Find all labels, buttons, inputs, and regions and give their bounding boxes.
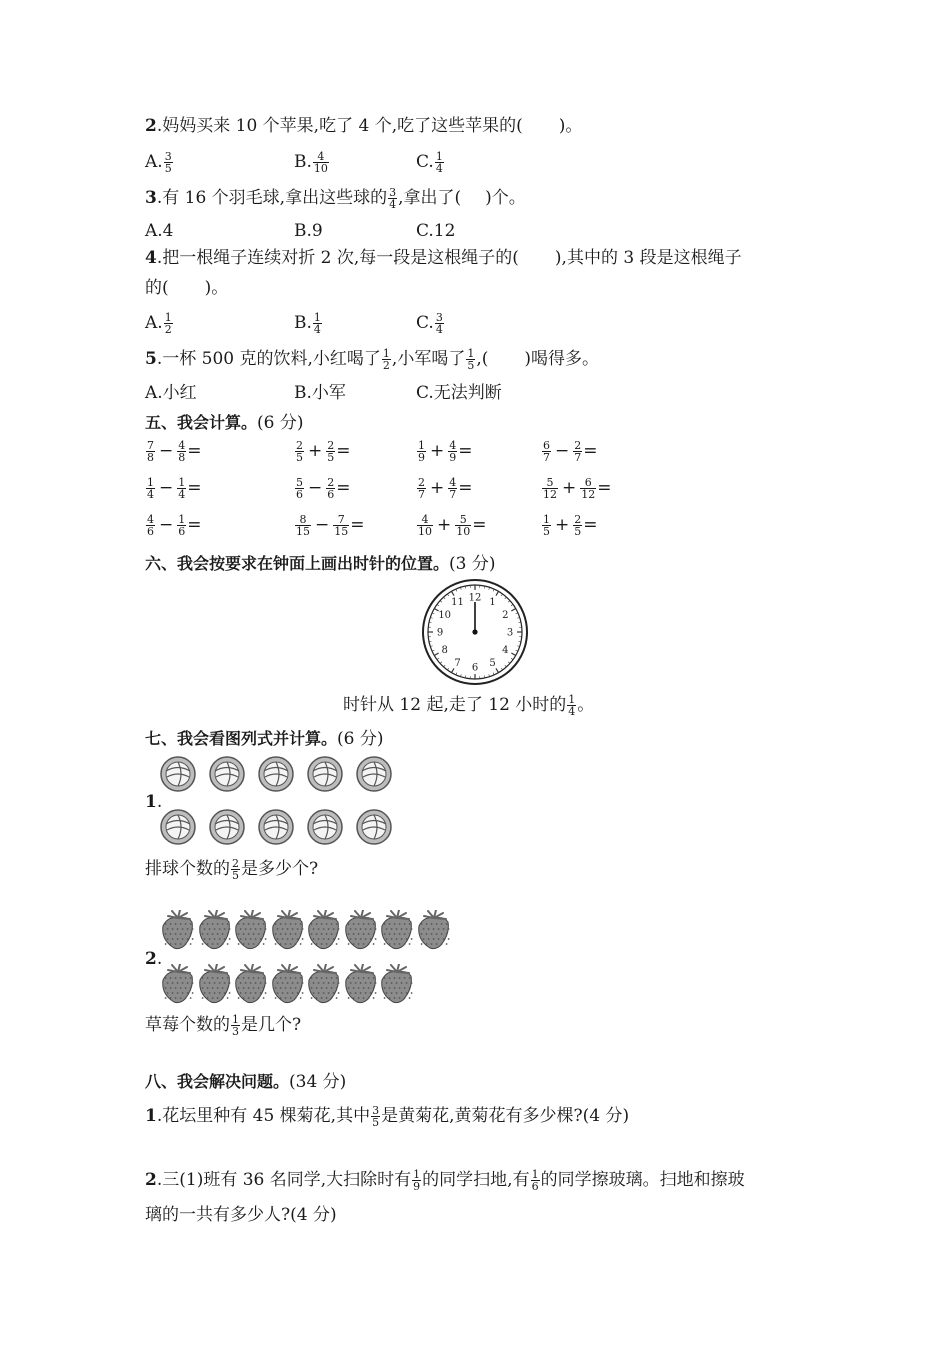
strawberry-icon (158, 964, 196, 1009)
clock-tick (501, 594, 502, 596)
volleyball-icon (159, 808, 197, 851)
strawberry-icon (195, 910, 233, 955)
clock-face[interactable] (420, 577, 530, 687)
clock-tick (444, 597, 446, 599)
problem-1-question: 排球个数的 $\frac{2}{5}$ 是多少个? (145, 857, 319, 882)
clock-tick (447, 594, 448, 596)
clock-number: 11 (451, 597, 464, 609)
calc-expression: $\frac{5}{6}$ − $\frac{2}{6}$ = (296, 476, 351, 501)
clock-number: 6 (471, 662, 479, 674)
problem-2-question: 草莓个数的 $\frac{1}{3}$ 是几个? (145, 1013, 302, 1038)
section-5-heading: 五、我会计算。(6 分) (145, 413, 304, 433)
clock-tick (505, 665, 507, 667)
question-number: 2 (145, 116, 157, 136)
clock-number: 3 (506, 627, 514, 639)
problem-2-number: 2. (145, 949, 163, 969)
calc-expression: $\frac{6}{7}$ − $\frac{2}{7}$ = (543, 439, 598, 464)
strawberry-icon (377, 964, 415, 1009)
clock-tick (452, 668, 455, 672)
volleyball-icon (159, 755, 197, 798)
calc-expression: $\frac{1}{4}$ − $\frac{1}{4}$ = (147, 476, 202, 501)
option-b: B.小军 (294, 383, 346, 403)
section-8-problem-2-line-2: 璃的一共有多少人?(4 分) (145, 1205, 337, 1225)
question-5: 5.一杯 500 克的饮料,小红喝了 $\frac{1}{2}$ ,小军喝了 $\frac{1}{5}$ ,( )喝得多。 (145, 347, 600, 372)
clock-tick (511, 609, 515, 612)
calc-expression: $\frac{4}{10}$ + $\frac{5}{10}$ = (418, 513, 487, 538)
clock-number: 1 (489, 597, 496, 609)
section-8-problem-1: 1.花坛里种有 45 棵菊花,其中 $\frac{3}{5}$ 是黄菊花,黄菊花有多少棵?(4 分) (145, 1104, 630, 1129)
calc-expression: $\frac{5}{12}$ + $\frac{6}{12}$ = (543, 476, 612, 501)
option-b: B. $\frac{4}{10}$ (294, 150, 328, 175)
calc-expression: $\frac{2}{7}$ + $\frac{4}{7}$ = (418, 476, 473, 501)
question-text: .妈妈买来 10 个苹果,吃了 4 个,吃了这些苹果的( (156, 116, 523, 136)
strawberry-icon (341, 910, 379, 955)
clock-tick (447, 668, 448, 670)
clock-tick (440, 601, 442, 603)
section-8-heading: 八、我会解决问题。(34 分) (145, 1072, 347, 1092)
clock-tick (508, 601, 510, 603)
calc-expression: $\frac{2}{5}$ + $\frac{2}{5}$ = (296, 439, 351, 464)
calc-expression: $\frac{1}{5}$ + $\frac{2}{5}$ = (543, 513, 598, 538)
clock-number: 9 (436, 627, 444, 639)
option-c: C. $\frac{3}{4}$ (416, 311, 443, 336)
option-c: C. $\frac{1}{4}$ (416, 150, 443, 175)
clock-tick (440, 662, 442, 664)
volleyball-icon (208, 755, 246, 798)
option-b: B.9 (294, 221, 323, 241)
strawberry-icon (195, 964, 233, 1009)
clock-tick (511, 604, 513, 605)
volleyball-icon (257, 808, 295, 851)
clock-tick (444, 665, 446, 667)
clock-number: 7 (454, 657, 461, 669)
clock-tick (437, 604, 439, 605)
volleyball-icon (355, 808, 393, 851)
clock-center (472, 629, 477, 634)
problem-1-number: 1. (145, 792, 163, 812)
option-a: A.4 (145, 221, 174, 241)
clock-tick (434, 653, 438, 656)
volleyball-icon (306, 755, 344, 798)
strawberry-icon (377, 910, 415, 955)
option-a: A.小红 (145, 383, 197, 403)
clock-number: 8 (441, 645, 448, 656)
clock-tick (452, 591, 455, 595)
section-8-problem-2: 2.三(1)班有 36 名同学,大扫除时有 $\frac{1}{9}$ 的同学扫地,有 $\frac{1}{6}$ 的同学擦玻璃。扫地和擦玻 (145, 1168, 745, 1193)
option-c: C.无法判断 (416, 383, 502, 403)
strawberry-icon (268, 910, 306, 955)
strawberry-icon (341, 964, 379, 1009)
clock-tick (496, 591, 499, 595)
calc-expression: $\frac{7}{8}$ − $\frac{4}{8}$ = (147, 439, 202, 464)
clock-number: 5 (489, 657, 496, 669)
strawberry-icon (231, 910, 269, 955)
volleyball-icon (306, 808, 344, 851)
clock-tick (496, 668, 499, 672)
clock-tick (437, 658, 439, 659)
calc-expression: $\frac{4}{6}$ − $\frac{1}{6}$ = (147, 513, 202, 538)
clock-number: 2 (502, 610, 509, 621)
clock-tick (501, 668, 502, 670)
volleyball-icon (355, 755, 393, 798)
calc-expression: $\frac{1}{9}$ + $\frac{4}{9}$ = (418, 439, 473, 464)
clock-tick (511, 658, 513, 659)
option-a: A. $\frac{1}{2}$ (145, 311, 172, 336)
volleyball-icon (208, 808, 246, 851)
clock-number: 10 (438, 610, 452, 621)
question-4-line-2: 的( )。 (145, 278, 229, 298)
clock-caption: 时针从 12 起,走了 12 小时的 $\frac{1}{4}$ 。 (343, 693, 595, 718)
strawberry-icon (304, 964, 342, 1009)
option-c: C.12 (416, 221, 456, 241)
volleyball-icon (257, 755, 295, 798)
question-2: 2.妈妈买来 10 个苹果,吃了 4 个,吃了这些苹果的( )。 (145, 116, 583, 136)
question-3: 3.有 16 个羽毛球,拿出这些球的 $\frac{3}{4}$ ,拿出了( )个。 (145, 186, 526, 211)
section-7-heading: 七、我会看图列式并计算。(6 分) (145, 729, 384, 749)
option-a: A. $\frac{3}{5}$ (145, 150, 172, 175)
section-6-heading: 六、我会按要求在钟面上画出时针的位置。(3 分) (145, 554, 496, 574)
clock-number: 4 (502, 645, 509, 656)
calc-expression: $\frac{8}{15}$ − $\frac{7}{15}$ = (296, 513, 365, 538)
strawberry-icon (158, 910, 196, 955)
clock-tick (511, 653, 515, 656)
strawberry-icon (414, 910, 452, 955)
strawberry-icon (268, 964, 306, 1009)
option-b: B. $\frac{1}{4}$ (294, 311, 321, 336)
strawberry-icon (231, 964, 269, 1009)
question-4: 4.把一根绳子连续对折 2 次,每一段是这根绳子的( ),其中的 3 段是这根绳子 (145, 248, 742, 268)
clock-number: 12 (468, 592, 482, 604)
clock-tick (505, 597, 507, 599)
clock-tick (508, 662, 510, 664)
strawberry-icon (304, 910, 342, 955)
